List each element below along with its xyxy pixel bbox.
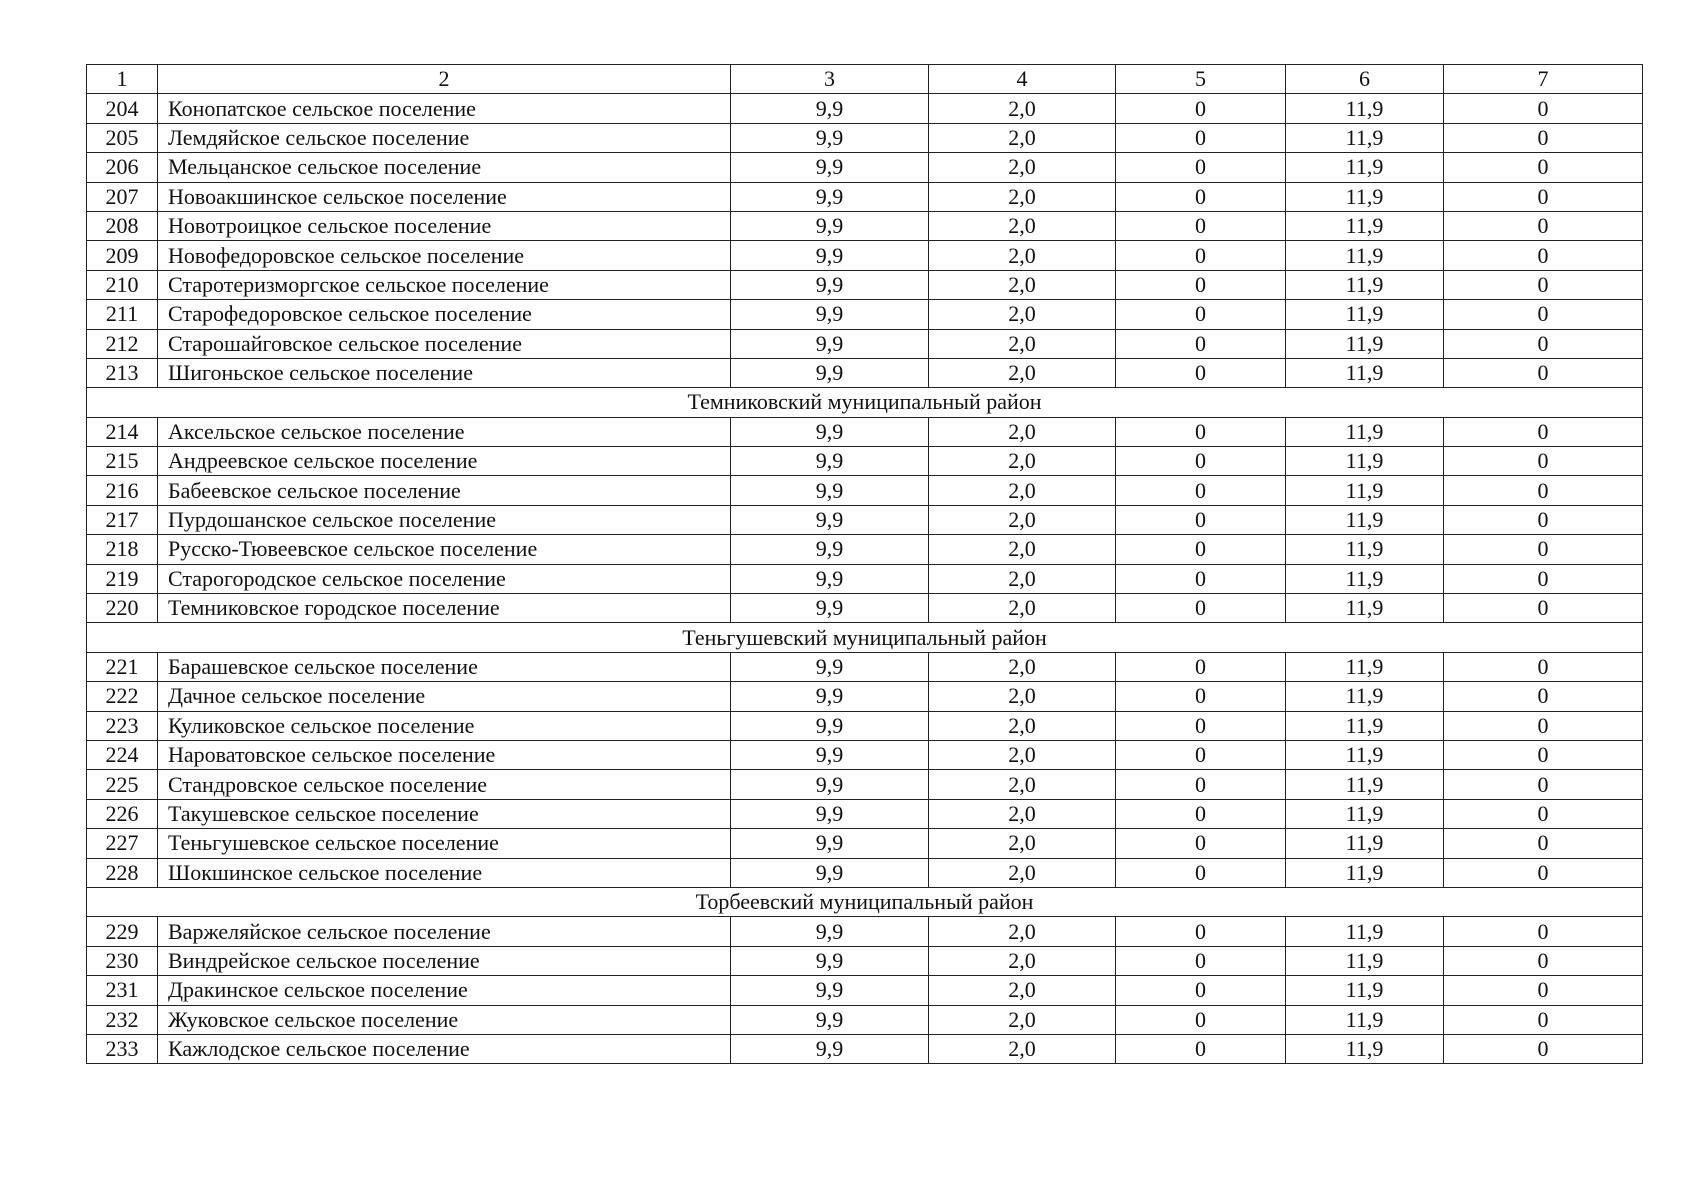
value-col4-cell: 2,0 [929,241,1116,270]
value-col5-cell: 0 [1116,358,1286,387]
settlement-name-cell: Пурдошанское сельское поселение [158,505,731,534]
table-row [87,682,1643,711]
value-col3-cell: 9,9 [731,1005,929,1034]
value-col5-cell: 0 [1116,652,1286,681]
row-number-cell: 213 [87,358,158,387]
value-col3-cell: 9,9 [731,917,929,946]
value-col4-cell: 2,0 [929,123,1116,152]
row-number-cell: 224 [87,740,158,769]
value-col7-cell: 0 [1444,447,1643,476]
value-col7-cell: 0 [1444,1005,1643,1034]
row-number-cell: 214 [87,417,158,446]
value-col5-cell: 0 [1116,447,1286,476]
value-col5-cell: 0 [1116,505,1286,534]
value-col7-cell: 0 [1444,123,1643,152]
value-col5-cell: 0 [1116,1005,1286,1034]
value-col4-cell: 2,0 [929,447,1116,476]
table-row [87,976,1643,1005]
value-col4-cell: 2,0 [929,476,1116,505]
settlement-name-cell: Такушевское сельское поселение [158,799,731,828]
value-col3-cell: 9,9 [731,976,929,1005]
value-col4-cell: 2,0 [929,270,1116,299]
settlement-name-cell: Старофедоровское сельское поселение [158,300,731,329]
value-col3-cell: 9,9 [731,711,929,740]
settlement-name-cell: Мельцанское сельское поселение [158,153,731,182]
value-col6-cell: 11,9 [1286,447,1444,476]
table-row [87,329,1643,358]
settlement-name-cell: Новофедоровское сельское поселение [158,241,731,270]
value-col4-cell: 2,0 [929,711,1116,740]
value-col5-cell: 0 [1116,123,1286,152]
table-row [87,300,1643,329]
value-col7-cell: 0 [1444,329,1643,358]
value-col5-cell: 0 [1116,476,1286,505]
table-row [87,123,1643,152]
value-col5-cell: 0 [1116,300,1286,329]
value-col6-cell: 11,9 [1286,858,1444,887]
header-cell: 3 [731,65,929,94]
row-number-cell: 229 [87,917,158,946]
table-row [87,1005,1643,1034]
value-col6-cell: 11,9 [1286,94,1444,123]
value-col3-cell: 9,9 [731,417,929,446]
table-row [87,417,1643,446]
settlement-name-cell: Старогородское сельское поселение [158,564,731,593]
value-col7-cell: 0 [1444,300,1643,329]
value-col7-cell: 0 [1444,1034,1643,1063]
table-row [87,858,1643,887]
value-col6-cell: 11,9 [1286,505,1444,534]
value-col3-cell: 9,9 [731,799,929,828]
header-cell: 2 [158,65,731,94]
value-col4-cell: 2,0 [929,211,1116,240]
value-col6-cell: 11,9 [1286,740,1444,769]
district-heading-row [87,388,1643,417]
value-col7-cell: 0 [1444,652,1643,681]
value-col6-cell: 11,9 [1286,594,1444,623]
value-col3-cell: 9,9 [731,1034,929,1063]
row-number-cell: 217 [87,505,158,534]
table-row [87,447,1643,476]
table-row [87,94,1643,123]
value-col3-cell: 9,9 [731,829,929,858]
value-col4-cell: 2,0 [929,652,1116,681]
table-row [87,153,1643,182]
settlement-name-cell: Виндрейское сельское поселение [158,946,731,975]
value-col4-cell: 2,0 [929,682,1116,711]
value-col4-cell: 2,0 [929,417,1116,446]
value-col6-cell: 11,9 [1286,182,1444,211]
row-number-cell: 209 [87,241,158,270]
row-number-cell: 204 [87,94,158,123]
table-row [87,740,1643,769]
settlement-name-cell: Жуковское сельское поселение [158,1005,731,1034]
settlement-name-cell: Старотеризморгское сельское поселение [158,270,731,299]
value-col3-cell: 9,9 [731,682,929,711]
value-col6-cell: 11,9 [1286,300,1444,329]
value-col7-cell: 0 [1444,858,1643,887]
value-col3-cell: 9,9 [731,447,929,476]
value-col6-cell: 11,9 [1286,211,1444,240]
settlement-name-cell: Темниковское городское поселение [158,594,731,623]
value-col7-cell: 0 [1444,829,1643,858]
value-col4-cell: 2,0 [929,946,1116,975]
value-col3-cell: 9,9 [731,358,929,387]
value-col3-cell: 9,9 [731,770,929,799]
settlement-name-cell: Старошайговское сельское поселение [158,329,731,358]
table-row [87,917,1643,946]
value-col5-cell: 0 [1116,329,1286,358]
value-col6-cell: 11,9 [1286,1005,1444,1034]
row-number-cell: 205 [87,123,158,152]
value-col6-cell: 11,9 [1286,1034,1444,1063]
table-row [87,564,1643,593]
settlement-name-cell: Шокшинское сельское поселение [158,858,731,887]
value-col6-cell: 11,9 [1286,652,1444,681]
value-col6-cell: 11,9 [1286,329,1444,358]
value-col7-cell: 0 [1444,94,1643,123]
table-row [87,211,1643,240]
value-col6-cell: 11,9 [1286,799,1444,828]
district-heading-row [87,887,1643,916]
value-col7-cell: 0 [1444,182,1643,211]
value-col3-cell: 9,9 [731,476,929,505]
row-number-cell: 210 [87,270,158,299]
value-col3-cell: 9,9 [731,241,929,270]
value-col5-cell: 0 [1116,976,1286,1005]
row-number-cell: 221 [87,652,158,681]
value-col5-cell: 0 [1116,711,1286,740]
value-col5-cell: 0 [1116,917,1286,946]
value-col5-cell: 0 [1116,241,1286,270]
value-col6-cell: 11,9 [1286,711,1444,740]
settlement-name-cell: Конопатское сельское поселение [158,94,731,123]
value-col3-cell: 9,9 [731,740,929,769]
column-number-header-row [87,65,1643,94]
settlement-name-cell: Новотроицкое сельское поселение [158,211,731,240]
district-heading: Теньгушевский муниципальный район [87,623,1643,652]
value-col4-cell: 2,0 [929,300,1116,329]
district-heading: Торбеевский муниципальный район [87,887,1643,916]
table-row [87,505,1643,534]
header-cell: 5 [1116,65,1286,94]
value-col7-cell: 0 [1444,153,1643,182]
value-col6-cell: 11,9 [1286,770,1444,799]
document-sheet [86,64,1642,1064]
settlement-name-cell: Дракинское сельское поселение [158,976,731,1005]
table-row [87,652,1643,681]
settlement-name-cell: Аксельское сельское поселение [158,417,731,446]
row-number-cell: 227 [87,829,158,858]
value-col3-cell: 9,9 [731,182,929,211]
value-col6-cell: 11,9 [1286,476,1444,505]
value-col3-cell: 9,9 [731,94,929,123]
settlement-name-cell: Теньгушевское сельское поселение [158,829,731,858]
table-row [87,535,1643,564]
table-row [87,829,1643,858]
row-number-cell: 223 [87,711,158,740]
value-col7-cell: 0 [1444,241,1643,270]
value-col6-cell: 11,9 [1286,241,1444,270]
value-col7-cell: 0 [1444,976,1643,1005]
row-number-cell: 228 [87,858,158,887]
value-col6-cell: 11,9 [1286,358,1444,387]
value-col5-cell: 0 [1116,594,1286,623]
value-col6-cell: 11,9 [1286,829,1444,858]
settlement-name-cell: Кажлодское сельское поселение [158,1034,731,1063]
table-row [87,594,1643,623]
row-number-cell: 231 [87,976,158,1005]
value-col7-cell: 0 [1444,682,1643,711]
value-col6-cell: 11,9 [1286,946,1444,975]
district-heading-row [87,623,1643,652]
value-col5-cell: 0 [1116,417,1286,446]
value-col4-cell: 2,0 [929,329,1116,358]
value-col5-cell: 0 [1116,182,1286,211]
table-row [87,1034,1643,1063]
value-col3-cell: 9,9 [731,270,929,299]
row-number-cell: 208 [87,211,158,240]
value-col5-cell: 0 [1116,829,1286,858]
settlement-name-cell: Дачное сельское поселение [158,682,731,711]
value-col3-cell: 9,9 [731,505,929,534]
value-col3-cell: 9,9 [731,594,929,623]
value-col7-cell: 0 [1444,535,1643,564]
value-col4-cell: 2,0 [929,564,1116,593]
value-col5-cell: 0 [1116,270,1286,299]
value-col4-cell: 2,0 [929,829,1116,858]
table-row [87,358,1643,387]
value-col6-cell: 11,9 [1286,976,1444,1005]
value-col7-cell: 0 [1444,946,1643,975]
row-number-cell: 218 [87,535,158,564]
table-row [87,270,1643,299]
value-col6-cell: 11,9 [1286,123,1444,152]
value-col4-cell: 2,0 [929,505,1116,534]
settlement-name-cell: Шигоньское сельское поселение [158,358,731,387]
table-row [87,770,1643,799]
row-number-cell: 226 [87,799,158,828]
header-cell: 1 [87,65,158,94]
value-col5-cell: 0 [1116,740,1286,769]
header-cell: 6 [1286,65,1444,94]
header-cell: 7 [1444,65,1643,94]
value-col7-cell: 0 [1444,799,1643,828]
value-col5-cell: 0 [1116,770,1286,799]
row-number-cell: 207 [87,182,158,211]
value-col3-cell: 9,9 [731,858,929,887]
value-col3-cell: 9,9 [731,652,929,681]
value-col3-cell: 9,9 [731,153,929,182]
row-number-cell: 220 [87,594,158,623]
table-row [87,946,1643,975]
value-col5-cell: 0 [1116,1034,1286,1063]
value-col4-cell: 2,0 [929,799,1116,828]
value-col4-cell: 2,0 [929,182,1116,211]
settlement-name-cell: Андреевское сельское поселение [158,447,731,476]
value-col4-cell: 2,0 [929,1005,1116,1034]
row-number-cell: 222 [87,682,158,711]
row-number-cell: 212 [87,329,158,358]
value-col4-cell: 2,0 [929,535,1116,564]
value-col7-cell: 0 [1444,770,1643,799]
table-row [87,241,1643,270]
value-col7-cell: 0 [1444,211,1643,240]
row-number-cell: 230 [87,946,158,975]
settlement-name-cell: Русско-Тювеевское сельское поселение [158,535,731,564]
value-col6-cell: 11,9 [1286,917,1444,946]
settlement-name-cell: Варжеляйское сельское поселение [158,917,731,946]
value-col7-cell: 0 [1444,711,1643,740]
value-col3-cell: 9,9 [731,946,929,975]
value-col3-cell: 9,9 [731,329,929,358]
value-col6-cell: 11,9 [1286,535,1444,564]
value-col7-cell: 0 [1444,417,1643,446]
settlement-name-cell: Нароватовское сельское поселение [158,740,731,769]
value-col7-cell: 0 [1444,270,1643,299]
value-col7-cell: 0 [1444,564,1643,593]
value-col7-cell: 0 [1444,505,1643,534]
row-number-cell: 225 [87,770,158,799]
value-col4-cell: 2,0 [929,1034,1116,1063]
value-col4-cell: 2,0 [929,153,1116,182]
value-col7-cell: 0 [1444,476,1643,505]
value-col5-cell: 0 [1116,799,1286,828]
row-number-cell: 219 [87,564,158,593]
value-col6-cell: 11,9 [1286,682,1444,711]
table-row [87,182,1643,211]
value-col7-cell: 0 [1444,917,1643,946]
value-col5-cell: 0 [1116,153,1286,182]
value-col7-cell: 0 [1444,740,1643,769]
row-number-cell: 206 [87,153,158,182]
value-col4-cell: 2,0 [929,770,1116,799]
value-col5-cell: 0 [1116,535,1286,564]
value-col4-cell: 2,0 [929,594,1116,623]
table-row [87,711,1643,740]
settlement-name-cell: Бабеевское сельское поселение [158,476,731,505]
value-col7-cell: 0 [1444,358,1643,387]
settlement-name-cell: Лемдяйское сельское поселение [158,123,731,152]
row-number-cell: 216 [87,476,158,505]
value-col4-cell: 2,0 [929,358,1116,387]
settlement-name-cell: Стандровское сельское поселение [158,770,731,799]
value-col5-cell: 0 [1116,211,1286,240]
row-number-cell: 215 [87,447,158,476]
value-col5-cell: 0 [1116,94,1286,123]
settlements-table [86,64,1643,1064]
row-number-cell: 232 [87,1005,158,1034]
settlement-name-cell: Куликовское сельское поселение [158,711,731,740]
value-col7-cell: 0 [1444,594,1643,623]
value-col6-cell: 11,9 [1286,417,1444,446]
value-col4-cell: 2,0 [929,976,1116,1005]
table-row [87,476,1643,505]
value-col5-cell: 0 [1116,682,1286,711]
district-heading: Темниковский муниципальный район [87,388,1643,417]
value-col4-cell: 2,0 [929,740,1116,769]
value-col3-cell: 9,9 [731,564,929,593]
value-col3-cell: 9,9 [731,123,929,152]
value-col3-cell: 9,9 [731,211,929,240]
row-number-cell: 211 [87,300,158,329]
value-col5-cell: 0 [1116,858,1286,887]
row-number-cell: 233 [87,1034,158,1063]
value-col5-cell: 0 [1116,946,1286,975]
value-col4-cell: 2,0 [929,917,1116,946]
value-col6-cell: 11,9 [1286,564,1444,593]
value-col3-cell: 9,9 [731,300,929,329]
value-col4-cell: 2,0 [929,858,1116,887]
value-col6-cell: 11,9 [1286,153,1444,182]
value-col6-cell: 11,9 [1286,270,1444,299]
settlement-name-cell: Новоакшинское сельское поселение [158,182,731,211]
value-col5-cell: 0 [1116,564,1286,593]
header-cell: 4 [929,65,1116,94]
value-col3-cell: 9,9 [731,535,929,564]
settlement-name-cell: Барашевское сельское поселение [158,652,731,681]
value-col4-cell: 2,0 [929,94,1116,123]
table-row [87,799,1643,828]
table-body [87,65,1643,1064]
